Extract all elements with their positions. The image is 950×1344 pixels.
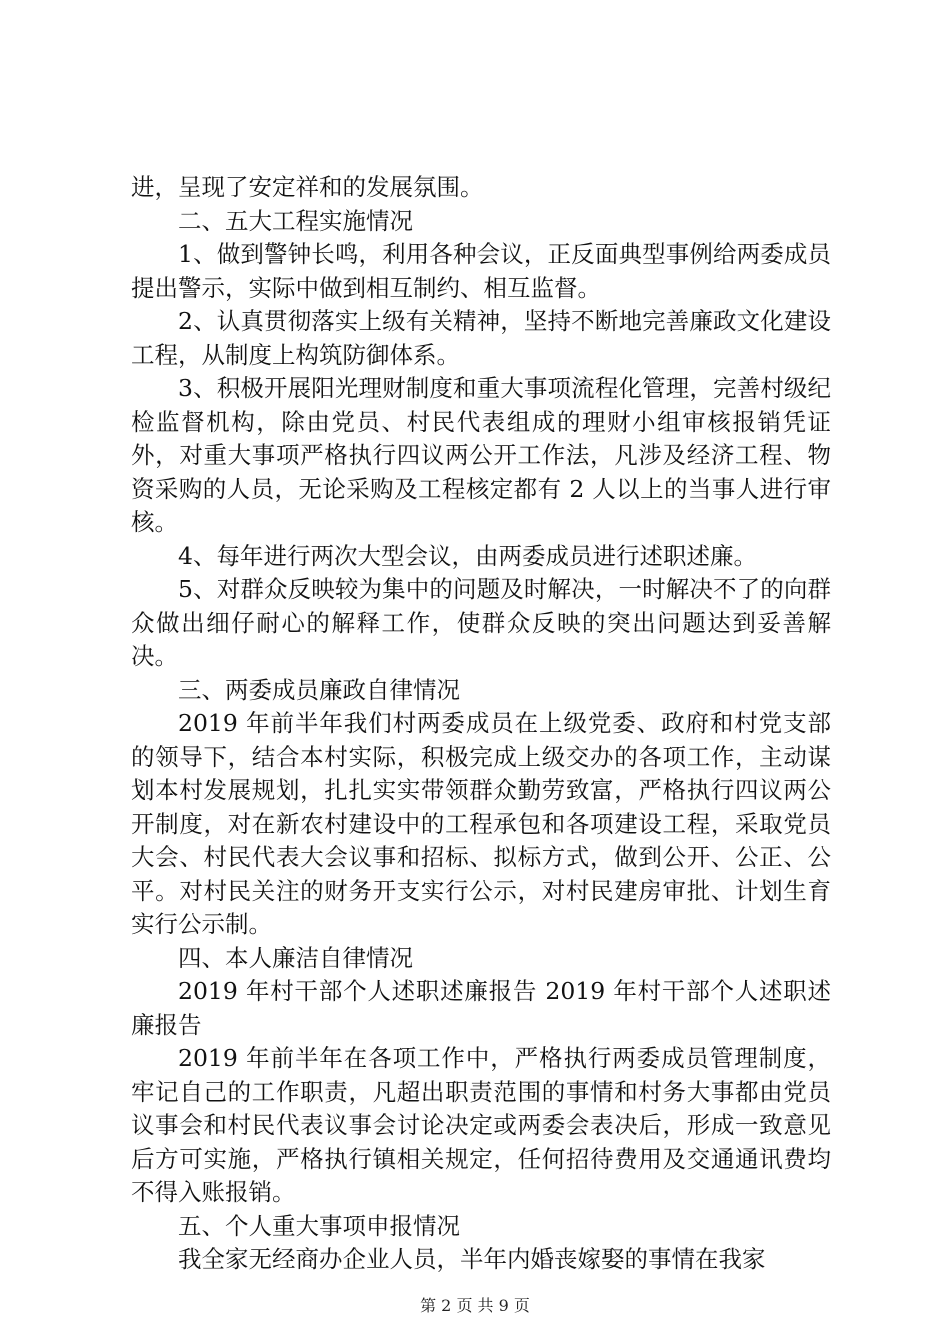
paragraph-continuation: 进，呈现了安定祥和的发展氛围。 xyxy=(131,173,484,201)
section-heading-personal-integrity: 四、本人廉洁自律情况 xyxy=(178,943,413,972)
paragraph-item-3: 3、积极开展阳光理财制度和重大事项流程化管理，完善村级纪检监督机构，除由党员、村民代表组成的理财小组审核报销凭证外，对重大事项严格执行四议两公开工作法，凡涉及经济工程、物资采购的人员，无论采购及工程核定都有 2 人以上的当事人进行审核。 xyxy=(131,374,831,536)
paragraph-item-2: 2、认真贯彻落实上级有关精神，坚持不断地完善廉政文化建设工程，从制度上构筑防御体系。 xyxy=(131,307,831,369)
section-heading-major-matters: 五、个人重大事项申报情况 xyxy=(178,1211,460,1240)
paragraph-personal-integrity: 2019 年前半年在各项工作中，严格执行两委成员管理制度，牢记自己的工作职责，凡超出职责范围的事情和村务大事都由党员议事会和村民代表议事会讨论决定或两委会表决后，形成一致意见后方可实施，严格执行镇相关规定，任何招待费用及交通通讯费均不得入账报销。 xyxy=(131,1044,831,1206)
paragraph-item-5: 5、对群众反映较为集中的问题及时解决，一时解决不了的向群众做出细仔耐心的解释工作，使群众反映的突出问题达到妥善解决。 xyxy=(131,575,831,670)
paragraph-item-1: 1、做到警钟长鸣，利用各种会议，正反面典型事例给两委成员提出警示，实际中做到相互制约、相互监督。 xyxy=(131,240,831,302)
section-heading-five-projects: 二、五大工程实施情况 xyxy=(178,206,413,235)
paragraph-major-matters: 我全家无经商办企业人员，半年内婚丧嫁娶的事情在我家 xyxy=(178,1245,766,1273)
paragraph-item-4: 4、每年进行两次大型会议，由两委成员进行述职述廉。 xyxy=(178,541,757,570)
document-body xyxy=(131,171,831,1277)
page-number-footer: 第 2 页 共 9 页 xyxy=(420,1296,530,1315)
section-heading-committee-discipline: 三、两委成员廉政自律情况 xyxy=(178,675,460,704)
paragraph-committee-discipline: 2019 年前半年我们村两委成员在上级党委、政府和村党支部的领导下，结合本村实际，积极完成上级交办的各项工作，主动谋划本村发展规划，扎扎实实带领群众勤劳致富，严格执行四议两公开制度，对在新农村建设中的工程承包和各项建设工程，采取党员大会、村民代表大会议事和招标、拟标方式，做到公开、公正、公平。对村民关注的财务开支实行公示，对村民建房审批、计划生育实行公示制。 xyxy=(131,709,831,938)
paragraph-report-title-repeat: 2019 年村干部个人述职述廉报告 2019 年村干部个人述职述廉报告 xyxy=(131,977,831,1039)
